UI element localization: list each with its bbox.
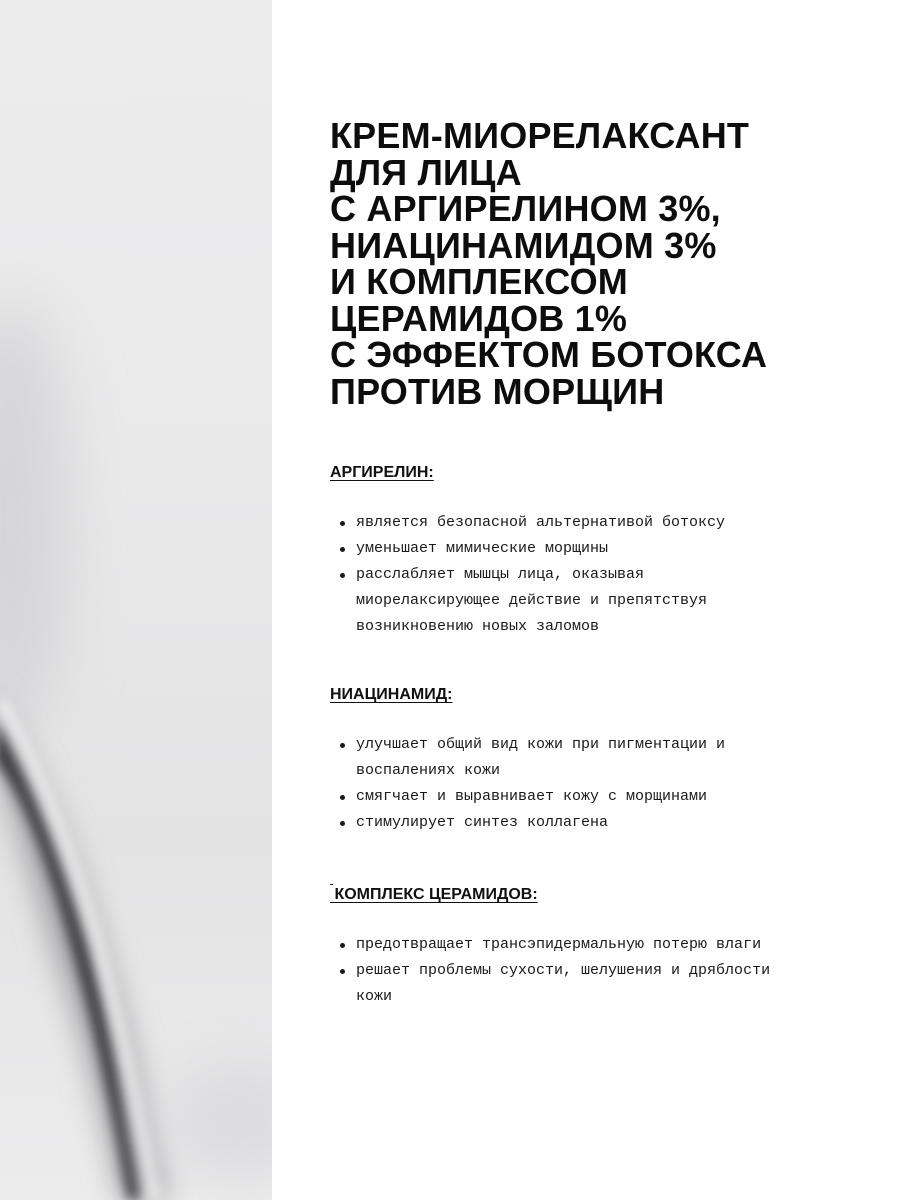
benefits-list	[330, 732, 870, 836]
cream-swirl-graphic	[0, 0, 272, 1200]
title-line: ЦЕРАМИДОВ 1%	[330, 297, 628, 339]
title-line: ПРОТИВ МОРЩИН	[330, 370, 665, 412]
list-item	[330, 732, 786, 784]
list-item-text: смягчает и выравнивает кожу с морщинами	[356, 788, 708, 805]
bullet-icon	[340, 521, 345, 526]
list-item-text: расслабляет мышцы лица, оказывая миорелаксирующее действие и препятствуя возникновению новых заломов	[356, 566, 708, 635]
list-item	[330, 958, 786, 1010]
list-item-text: улучшает общий вид кожи при пигментации и воспалениях кожи	[356, 736, 726, 779]
title-line: КРЕМ-МИОРЕЛАКСАНТ	[330, 115, 750, 156]
list-item	[330, 810, 786, 836]
heading-underline-mark	[330, 876, 870, 886]
section-heading: АРГИРЕЛИН:	[330, 464, 434, 481]
list-item-text: уменьшает мимические морщины	[356, 540, 609, 557]
title-line: НИАЦИНАМИДОМ 3%	[330, 224, 717, 266]
benefits-list	[330, 932, 870, 1010]
title-line: ДЛЯ ЛИЦА	[330, 151, 522, 193]
product-description	[330, 115, 870, 1010]
section-heading: НИАЦИНАМИД:	[330, 686, 453, 703]
bullet-icon	[340, 743, 345, 748]
product-title	[330, 115, 870, 412]
bullet-icon	[340, 573, 345, 578]
list-item-text: является безопасной альтернативой ботоксу	[356, 514, 726, 531]
section-argireline	[330, 464, 870, 640]
bullet-icon	[340, 943, 345, 948]
list-item	[330, 562, 786, 640]
section-ceramides	[330, 876, 870, 1010]
section-heading: КОМПЛЕКС ЦЕРАМИДОВ:	[330, 886, 538, 903]
list-item	[330, 932, 786, 958]
bullet-icon	[340, 969, 345, 974]
list-item-text: решает проблемы сухости, шелушения и дряблости кожи	[356, 962, 771, 1005]
title-line: С АРГИРЕЛИНОМ 3%,	[330, 188, 721, 229]
bullet-icon	[340, 547, 345, 552]
list-item	[330, 510, 786, 536]
bullet-icon	[340, 821, 345, 826]
section-niacinamide	[330, 686, 870, 836]
list-item-text: предотвращает трансэпидермальную потерю влаги	[356, 936, 762, 953]
title-line: И КОМПЛЕКСОМ	[330, 261, 628, 302]
title-line: С ЭФФЕКТОМ БОТОКСА	[330, 334, 768, 375]
bullet-icon	[340, 795, 345, 800]
list-item-text: стимулирует синтез коллагена	[356, 814, 609, 831]
benefits-list	[330, 510, 870, 640]
list-item	[330, 536, 786, 562]
list-item	[330, 784, 786, 810]
cream-texture-image	[0, 0, 272, 1200]
